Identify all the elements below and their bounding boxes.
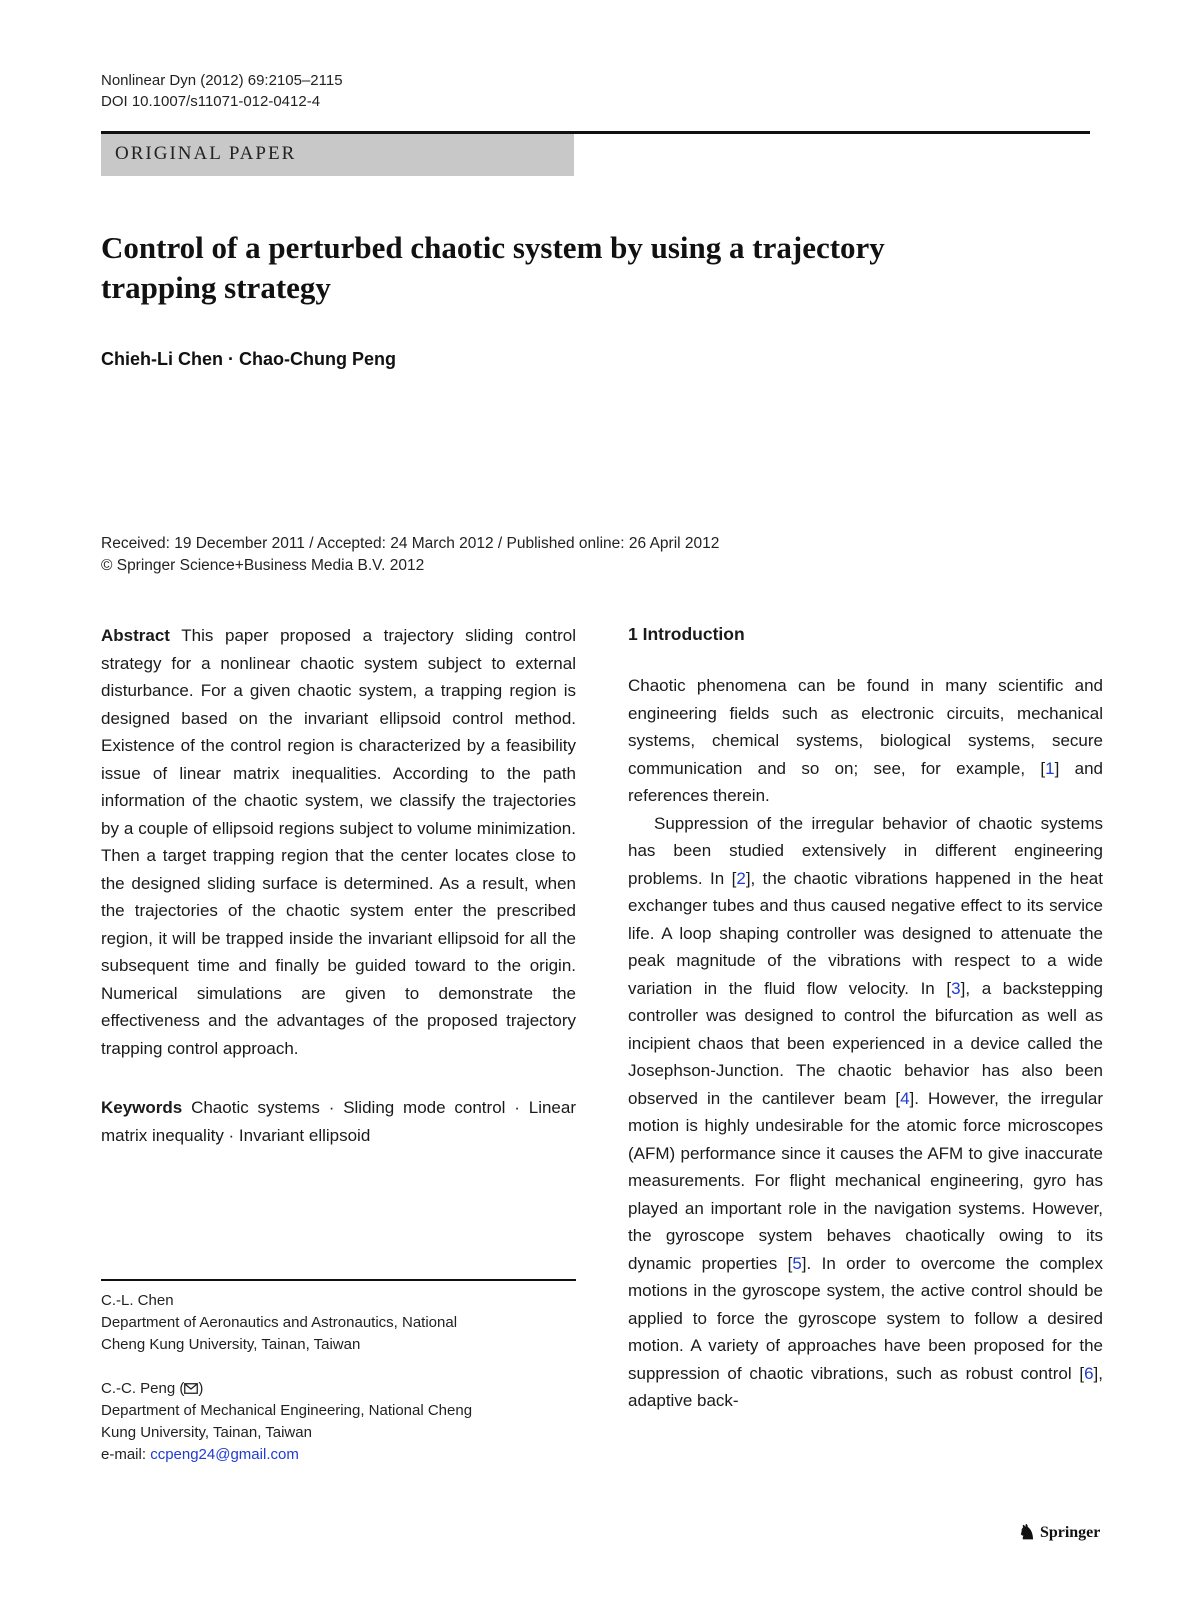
affiliation-1-line1: Department of Aeronautics and Astronautics, National [101,1314,458,1331]
affiliation-rule [101,1279,576,1281]
citation-link-4[interactable]: 4 [900,1088,910,1108]
publication-dates [101,533,719,577]
citation-link-2[interactable]: 2 [736,868,746,888]
affiliation-2 [101,1378,576,1466]
history-dates: Received: 19 December 2011 / Accepted: 24 March 2012 / Published online: 26 April 2012 [101,535,720,552]
left-column [101,622,576,1149]
keywords-text: Chaotic systems · Sliding mode control · Linear matrix inequality · Invariant ellipsoid [101,1098,576,1145]
section-heading: 1 Introduction [628,624,745,644]
paper-title: Control of a perturbed chaotic system by using a trajectory trapping strategy [101,230,885,305]
affiliation-1-name: C.-L. Chen [101,1292,174,1309]
intro-p2-text-a: Suppression of the irregular behavior of chaotic systems has been studied extensively in different engineering problems. In [ [628,813,1103,888]
citation-link-5[interactable]: 5 [792,1253,802,1273]
springer-horse-icon: ♞ [1018,1522,1036,1544]
envelope-icon [184,1383,198,1394]
authors: Chieh-Li Chen · Chao-Chung Peng [101,349,396,369]
citation-link-3[interactable]: 3 [951,978,961,998]
abstract-label: Abstract [101,626,170,645]
affiliation-1-line2: Cheng Kung University, Tainan, Taiwan [101,1336,361,1353]
copyright: © Springer Science+Business Media B.V. 2012 [101,557,425,574]
intro-p2-text-d: ]. However, the irregular motion is highly undesirable for the atomic force microscopes (AFM) performance since it causes the AFM to give inaccurate measurements. For flight mechanical engineering, gyro has played an important role in the navigation systems. However, the gyroscope system behaves chaotically owing to its dynamic properties [ [628,1088,1104,1273]
affiliation-1 [101,1290,576,1356]
email-label: e-mail: [101,1446,151,1463]
intro-p2-text-e: ]. In order to overcome the complex motions in the gyroscope system, the active control should be applied to force the gyroscope system to follow a desired motion. A variety of approaches have been proposed for the suppression of chaotic vibrations, such as robust control [ [628,1253,1103,1383]
affiliation-2-name: C.-C. Peng ( [101,1380,185,1397]
journal-doi: DOI 10.1007/s11071-012-0412-4 [101,93,321,110]
keywords [101,1094,576,1149]
affiliation-2-name-end: ) [198,1380,204,1397]
keywords-label: Keywords [101,1098,183,1117]
email-row [101,1444,576,1466]
abstract [101,622,576,1062]
right-column [628,622,1103,1415]
journal-header [101,70,343,112]
affiliation-2-line2: Kung University, Tainan, Taiwan [101,1424,312,1441]
citation-link-6[interactable]: 6 [1084,1363,1094,1383]
intro-paragraph-1 [628,672,1103,810]
intro-p2-text-f: ], adaptive back- [628,1363,1103,1410]
affiliation-2-name-row [101,1378,576,1400]
article-type-label: ORIGINAL PAPER [115,143,297,164]
citation-link-1[interactable]: 1 [1045,758,1055,778]
publisher-name: Springer [1039,1523,1101,1541]
email-link[interactable]: ccpeng24@gmail.com [150,1446,299,1463]
abstract-text: This paper proposed a trajectory sliding control strategy for a nonlinear chaotic system subject to external disturbance. For a given chaotic system, a trapping region is designed based on the invariant ellipsoid control method. Existence of the control region is characterized by a feasibility issue of linear matrix inequalities. According to the path information of the chaotic system, we classify the trajectories by a couple of ellipsoid regions subject to volume minimization. Then a target trapping region that the center locates close to the designed sliding surface is determined. As a result, when the trajectories of the chaotic system enter the prescribed region, it will be trapped inside the invariant ellipsoid for all the subsequent time and finally be guided toward to the origin. Numerical simulations are given to demonstrate the effectiveness and the advantages of the proposed trajectory trapping control approach. [101,626,577,1058]
publisher-logo [1018,1520,1100,1545]
journal-citation: Nonlinear Dyn (2012) 69:2105–2115 [101,72,343,89]
affiliation-2-line1: Department of Mechanical Engineering, National Cheng [101,1402,473,1419]
intro-paragraph-2 [628,810,1103,1415]
intro-p2-text-c: ], a backstepping controller was designed to control the bifurcation as well as incipient chaos that been experienced in a device called the Josephson-Junction. The chaotic behavior has also been observed in the cantilever beam [ [628,978,1103,1108]
intro-p1-text-b: ] and references therein. [628,758,1104,805]
intro-p1-text-a: Chaotic phenomena can be found in many scientific and engineering fields such as electronic circuits, mechanical systems, chemical systems, biological systems, secure communication and so on; see, for example, [ [628,676,1103,778]
intro-p2-text-b: ], the chaotic vibrations happened in the heat exchanger tubes and thus caused negative effect to its service life. A loop shaping controller was designed to attenuate the peak magnitude of the vibrations with respect to a wide variation in the fluid flow velocity. In [ [628,868,1103,998]
